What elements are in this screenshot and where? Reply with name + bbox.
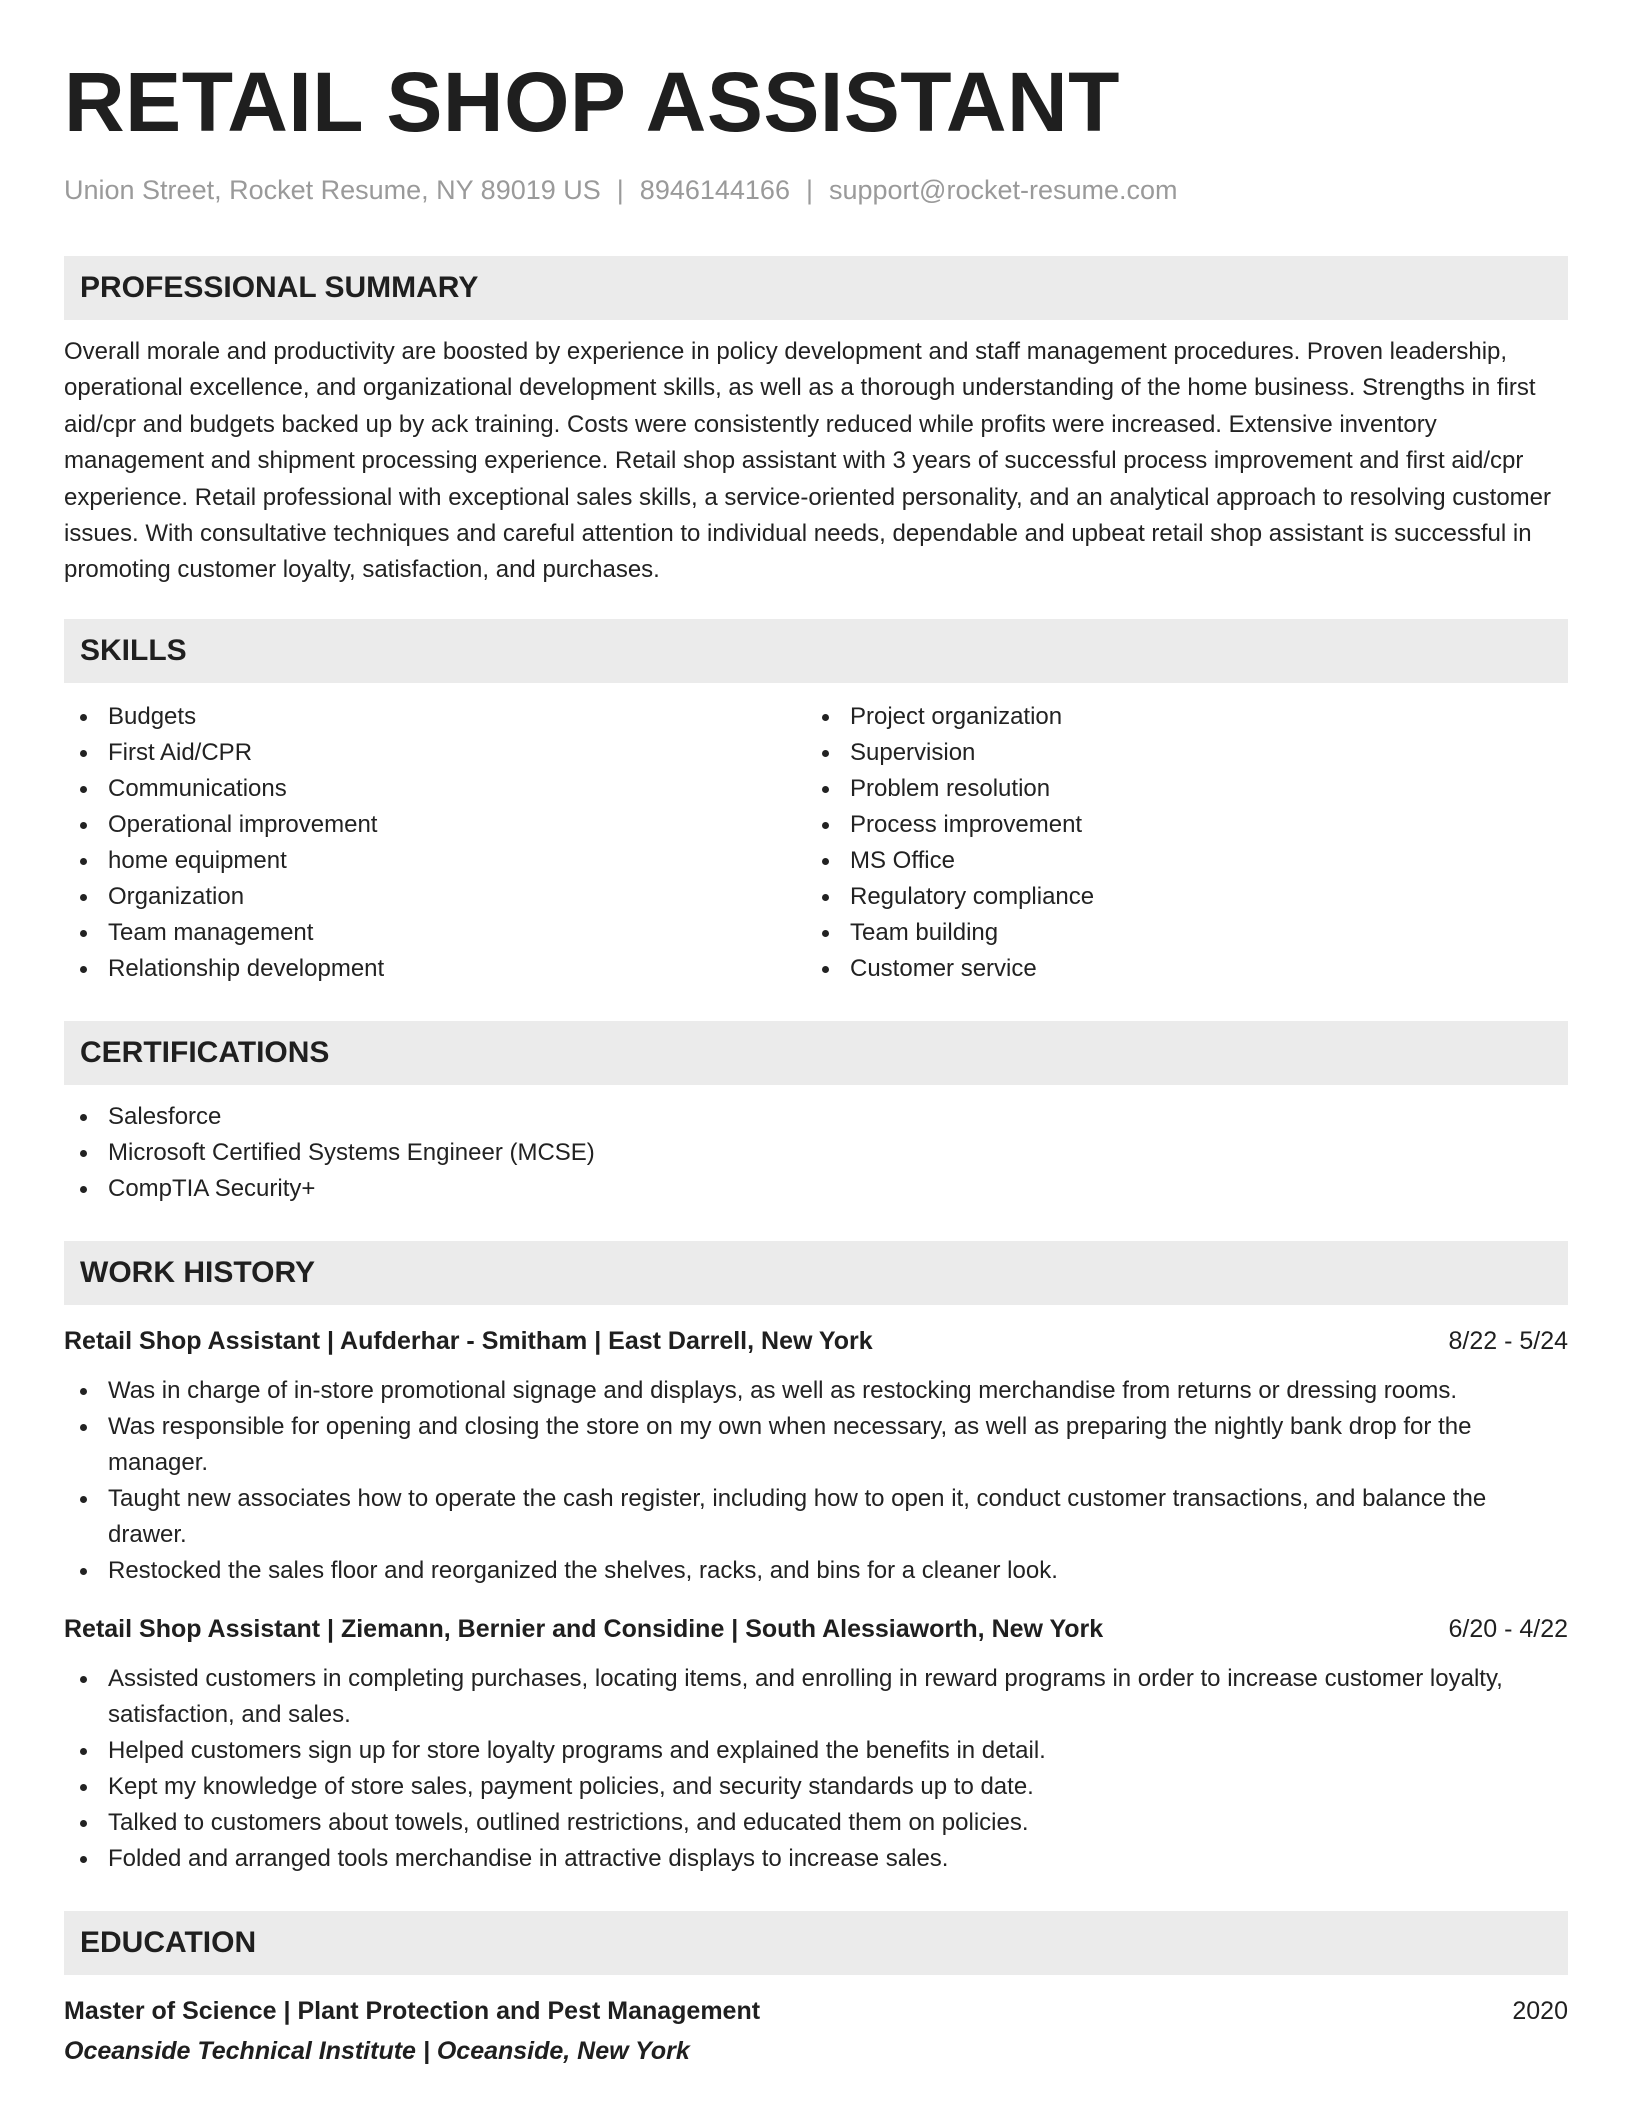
skill-item: Supervision — [806, 735, 1548, 771]
skill-item: Team building — [806, 915, 1548, 951]
job-bullets — [64, 1373, 1568, 1589]
section-header-education: EDUCATION — [64, 1911, 1568, 1975]
education-school: Oceanside Technical Institute | Oceanside, New York — [64, 2036, 690, 2065]
job-heading — [64, 1611, 1568, 1647]
job-bullet: Was in charge of in-store promotional signage and displays, as well as restocking merchandise from returns or dressing rooms. — [64, 1373, 1568, 1409]
job-bullets — [64, 1661, 1568, 1877]
job-bullet: Assisted customers in completing purchases, locating items, and enrolling in reward programs in order to increase customer loyalty, satisfaction, and sales. — [64, 1661, 1568, 1733]
contact-line — [64, 172, 1568, 208]
skill-item: Team management — [64, 915, 806, 951]
job-dates: 8/22 - 5/24 — [1448, 1326, 1568, 1355]
job-bullet: Helped customers sign up for store loyalty programs and explained the benefits in detail. — [64, 1733, 1568, 1769]
education-heading — [64, 1993, 1568, 2029]
section-header-skills: SKILLS — [64, 619, 1568, 683]
contact-separator: | — [616, 175, 624, 205]
job-heading — [64, 1323, 1568, 1359]
skill-item: Problem resolution — [806, 771, 1548, 807]
skill-item: Process improvement — [806, 807, 1548, 843]
section-header-certifications: CERTIFICATIONS — [64, 1021, 1568, 1085]
job-bullet: Folded and arranged tools merchandise in attractive displays to increase sales. — [64, 1841, 1568, 1877]
summary-text: Overall morale and productivity are boosted by experience in policy development and staff management procedures. Proven leadership, operational excellence, and organizational development skills, as well as a thorough understanding of the home business. Strengths in first aid/cpr and budgets backed up by ack training. Costs were consistently reduced while profits were increased. Extensive inventory management and shipment processing experience. Retail shop assistant with 3 years of successful process improvement and first aid/cpr experience. Retail professional with exceptional sales skills, a service-oriented personality, and an analytical approach to resolving customer issues. With consultative techniques and careful attention to individual needs, dependable and upbeat retail shop assistant is successful in promoting customer loyalty, satisfaction, and purchases. — [64, 338, 1551, 584]
resume-title: RETAIL SHOP ASSISTANT — [64, 55, 1120, 149]
section-header-summary: PROFESSIONAL SUMMARY — [64, 256, 1568, 320]
job-dates: 6/20 - 4/22 — [1448, 1614, 1568, 1643]
skills-grid — [64, 699, 1568, 987]
skills-list-left — [64, 699, 806, 987]
contact-address: Union Street, Rocket Resume, NY 89019 US — [64, 175, 601, 205]
skill-item: Budgets — [64, 699, 806, 735]
certification-item: CompTIA Security+ — [64, 1171, 1568, 1207]
skill-item: MS Office — [806, 843, 1548, 879]
skill-item: Project organization — [806, 699, 1548, 735]
job-title: Retail Shop Assistant | Aufderhar - Smitham | East Darrell, New York — [64, 1326, 873, 1355]
skill-item: Regulatory compliance — [806, 879, 1548, 915]
skill-item: Customer service — [806, 951, 1548, 987]
skill-item: Operational improvement — [64, 807, 806, 843]
job-bullet: Talked to customers about towels, outlined restrictions, and educated them on policies. — [64, 1805, 1568, 1841]
contact-email: support@rocket-resume.com — [828, 175, 1178, 205]
skill-item: Relationship development — [64, 951, 806, 987]
section-header-work-history: WORK HISTORY — [64, 1241, 1568, 1305]
certification-item: Microsoft Certified Systems Engineer (MCSE) — [64, 1135, 1568, 1171]
job-bullet: Taught new associates how to operate the cash register, including how to open it, conduct customer transactions, and balance the drawer. — [64, 1481, 1568, 1553]
job-bullet: Was responsible for opening and closing the store on my own when necessary, as well as preparing the nightly bank drop for the manager. — [64, 1409, 1568, 1481]
job-bullet: Kept my knowledge of store sales, payment policies, and security standards up to date. — [64, 1769, 1568, 1805]
certifications-list — [64, 1099, 1568, 1207]
skill-item: Communications — [64, 771, 806, 807]
skill-item: Organization — [64, 879, 806, 915]
skills-list-right — [806, 699, 1548, 987]
skill-item: First Aid/CPR — [64, 735, 806, 771]
skill-item: home equipment — [64, 843, 806, 879]
contact-phone: 8946144166 — [639, 175, 790, 205]
job-title: Retail Shop Assistant | Ziemann, Bernier and Considine | South Alessiaworth, New York — [64, 1614, 1104, 1643]
education-year: 2020 — [1512, 1996, 1568, 2025]
job-bullet: Restocked the sales floor and reorganized the shelves, racks, and bins for a cleaner look. — [64, 1553, 1568, 1589]
certification-item: Salesforce — [64, 1099, 1568, 1135]
contact-separator: | — [805, 175, 813, 205]
education-degree: Master of Science | Plant Protection and Pest Management — [64, 1996, 761, 2025]
